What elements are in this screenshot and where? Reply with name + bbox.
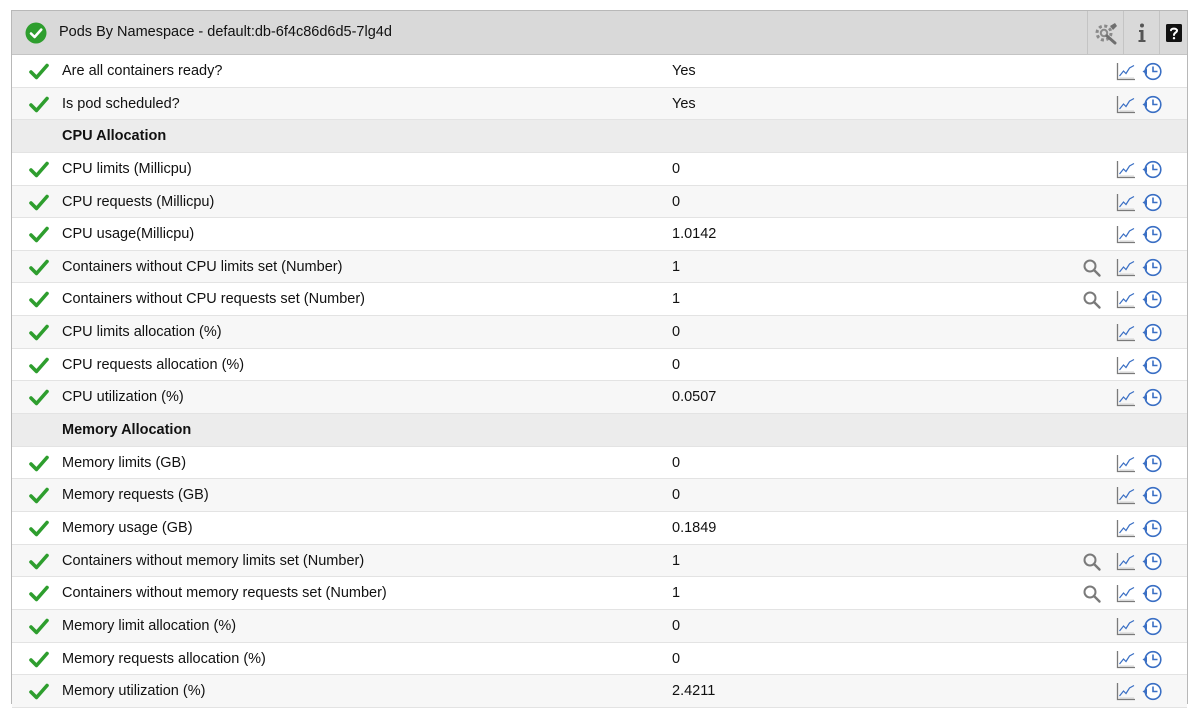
metric-label: Containers without memory requests set (Number)	[62, 585, 387, 602]
metric-row	[12, 218, 1187, 251]
history-icon[interactable]	[1142, 225, 1162, 244]
metric-label: Containers without CPU limits set (Number)	[62, 258, 343, 275]
check-icon	[29, 389, 49, 406]
graph-icon[interactable]	[1116, 356, 1136, 375]
graph-icon[interactable]	[1116, 486, 1136, 505]
metric-label: CPU utilization (%)	[62, 389, 184, 406]
metric-value: 0	[672, 193, 681, 210]
metric-label: CPU requests allocation (%)	[62, 356, 245, 373]
metric-row	[12, 251, 1187, 284]
metric-label: Memory limit allocation (%)	[62, 617, 237, 634]
metric-row	[12, 316, 1187, 349]
check-icon	[29, 161, 49, 178]
metric-label: Memory usage (GB)	[62, 519, 193, 536]
metric-label: CPU usage(Millicpu)	[62, 226, 195, 243]
metric-row	[12, 447, 1187, 480]
metric-value: Yes	[672, 95, 696, 112]
metric-row	[12, 512, 1187, 545]
pods-by-namespace-panel	[11, 10, 1188, 704]
section-label: CPU Allocation	[62, 128, 167, 145]
graph-icon[interactable]	[1116, 650, 1136, 669]
metric-value: 1	[672, 585, 681, 602]
graph-icon[interactable]	[1116, 552, 1136, 571]
metric-row	[12, 643, 1187, 676]
metric-value: Yes	[672, 63, 696, 79]
graph-icon[interactable]	[1116, 193, 1136, 212]
history-icon[interactable]	[1142, 552, 1162, 571]
metric-value: 1	[672, 291, 681, 308]
graph-icon[interactable]	[1116, 290, 1136, 309]
metric-value: 0	[672, 356, 681, 373]
check-icon	[29, 455, 49, 472]
graph-icon[interactable]	[1116, 160, 1136, 179]
check-icon	[29, 63, 49, 80]
panel-title: Pods By Namespace - default:db-6f4c86d6d5-7lg4d	[59, 24, 392, 40]
help-button[interactable]	[1159, 11, 1188, 54]
check-icon	[29, 194, 49, 211]
history-icon[interactable]	[1142, 258, 1162, 277]
check-icon	[29, 520, 49, 537]
history-icon[interactable]	[1142, 95, 1162, 114]
graph-icon[interactable]	[1116, 323, 1136, 342]
metric-row	[12, 153, 1187, 186]
check-icon	[29, 553, 49, 570]
graph-icon[interactable]	[1116, 617, 1136, 636]
history-icon[interactable]	[1142, 584, 1162, 603]
metric-label: Memory requests (GB)	[62, 487, 209, 504]
metric-label: Memory limits (GB)	[62, 454, 187, 471]
info-button[interactable]	[1123, 11, 1160, 54]
history-icon[interactable]	[1142, 193, 1162, 212]
metric-value: 1.0142	[672, 226, 717, 243]
history-icon[interactable]	[1142, 454, 1162, 473]
search-icon[interactable]	[1082, 552, 1102, 572]
metric-row	[12, 545, 1187, 578]
metric-label: CPU limits allocation (%)	[62, 324, 222, 341]
check-icon	[29, 259, 49, 276]
metric-row	[12, 55, 1187, 88]
metric-row	[12, 610, 1187, 643]
metric-value: 0.1849	[672, 519, 717, 536]
graph-icon[interactable]	[1116, 62, 1136, 81]
metric-row	[12, 283, 1187, 316]
help-icon	[1166, 24, 1182, 42]
metric-value: 2.4211	[672, 683, 716, 700]
metric-label: CPU limits (Millicpu)	[62, 160, 192, 177]
check-icon	[29, 324, 49, 341]
history-icon[interactable]	[1142, 682, 1162, 701]
metric-label: Containers without CPU requests set (Number)	[62, 291, 366, 308]
metric-label: Containers without memory limits set (Number)	[62, 552, 365, 569]
metric-label: Are all containers ready?	[62, 63, 223, 79]
metric-row	[12, 186, 1187, 219]
history-icon[interactable]	[1142, 323, 1162, 342]
graph-icon[interactable]	[1116, 519, 1136, 538]
graph-icon[interactable]	[1116, 95, 1136, 114]
metric-value: 0.0507	[672, 389, 717, 406]
metric-row	[12, 577, 1187, 610]
check-icon	[29, 683, 49, 700]
panel-header	[12, 11, 1187, 55]
metric-row	[12, 479, 1187, 512]
metric-label: Memory requests allocation (%)	[62, 650, 266, 667]
config-button[interactable]	[1087, 11, 1124, 54]
metric-label: Is pod scheduled?	[62, 95, 180, 112]
metric-value: 0	[672, 324, 681, 341]
history-icon[interactable]	[1142, 617, 1162, 636]
metric-label: CPU requests (Millicpu)	[62, 193, 215, 210]
graph-icon[interactable]	[1116, 584, 1136, 603]
check-icon	[29, 357, 49, 374]
history-icon[interactable]	[1142, 290, 1162, 309]
check-icon	[29, 585, 49, 602]
metric-value: 0	[672, 454, 681, 471]
history-icon[interactable]	[1142, 650, 1162, 669]
search-icon[interactable]	[1082, 258, 1102, 278]
metric-value: 0	[672, 650, 681, 667]
search-icon[interactable]	[1082, 290, 1102, 310]
check-icon	[29, 96, 49, 113]
check-icon	[29, 291, 49, 308]
check-icon	[29, 226, 49, 243]
metric-label: Memory utilization (%)	[62, 683, 206, 700]
graph-icon[interactable]	[1116, 388, 1136, 407]
history-icon[interactable]	[1142, 160, 1162, 179]
metrics-table	[12, 55, 1187, 708]
graph-icon[interactable]	[1116, 258, 1136, 277]
check-icon	[29, 651, 49, 668]
section-header	[12, 414, 1187, 447]
metric-value: 0	[672, 487, 681, 504]
config-wrench-icon	[1093, 20, 1119, 46]
status-ok-icon	[25, 22, 47, 44]
section-label: Memory Allocation	[62, 422, 192, 439]
history-icon[interactable]	[1142, 356, 1162, 375]
check-icon	[29, 618, 49, 635]
graph-icon[interactable]	[1116, 225, 1136, 244]
metric-row	[12, 349, 1187, 382]
metric-value: 0	[672, 617, 681, 634]
info-icon	[1135, 22, 1149, 44]
history-icon[interactable]	[1142, 388, 1162, 407]
graph-icon[interactable]	[1116, 682, 1136, 701]
history-icon[interactable]	[1142, 519, 1162, 538]
metric-value: 1	[672, 552, 681, 569]
metric-row	[12, 88, 1187, 121]
history-icon[interactable]	[1142, 62, 1162, 81]
check-icon	[29, 487, 49, 504]
metric-value: 1	[672, 258, 681, 275]
metric-row	[12, 675, 1187, 708]
search-icon[interactable]	[1082, 584, 1102, 604]
metric-row	[12, 381, 1187, 414]
history-icon[interactable]	[1142, 486, 1162, 505]
section-header	[12, 120, 1187, 153]
metric-value: 0	[672, 160, 681, 177]
graph-icon[interactable]	[1116, 454, 1136, 473]
